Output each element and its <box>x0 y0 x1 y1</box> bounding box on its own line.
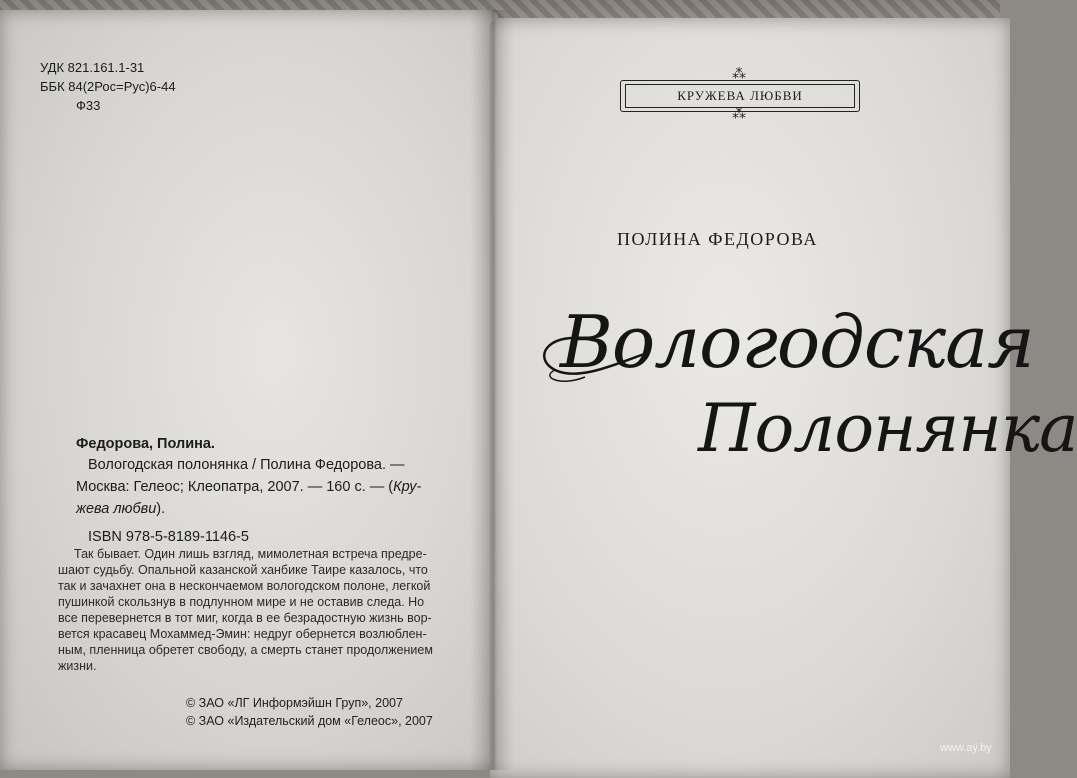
isbn: ISBN 978-5-8189-1146-5 <box>88 529 249 545</box>
copyright-block <box>186 694 433 730</box>
annotation-line: вется красавец Мохаммед-Эмин: недруг обернется возлюблен- <box>58 627 427 641</box>
classification-codes <box>40 58 176 115</box>
site-watermark: www.ay.by <box>940 742 992 754</box>
annotation-line: шают судьбу. Опальной казанской ханбике Таире казалось, что <box>58 563 428 577</box>
annotation-line: все перевернется в тот миг, когда в ее безрадостную жизнь вор- <box>58 611 432 625</box>
annotation-line: жизни. <box>58 659 97 673</box>
bib-series-line <box>76 501 165 517</box>
ornament-top-icon: ⁂ <box>732 67 746 82</box>
bib-title-line: Вологодская полонянка / Полина Федорова. — <box>88 457 405 473</box>
bib-author: Федорова, Полина. <box>76 436 215 452</box>
bib-series-part1: Кру- <box>393 479 422 495</box>
bib-publisher-text: Москва: Гелеос; Клеопатра, 2007. — 160 с. — ( <box>76 479 394 495</box>
author-mark-line: Ф33 <box>76 98 101 113</box>
copyright-line: © ЗАО «Издательский дом «Гелеос», 2007 <box>186 714 433 728</box>
annotation-line: так и зачахнет она в нескончаемом вологодском полоне, легкой <box>58 579 431 593</box>
annotation-line: ным, пленница обретет свободу, а смерть станет продолжением <box>58 643 433 657</box>
annotation-line: Так бывает. Один лишь взгляд, мимолетная встреча предре- <box>74 547 427 561</box>
annotation-line: пушинкой скользнув в подлунном мире и не оставив следа. Но <box>58 595 425 609</box>
bbk-line: ББК 84(2Рос=Рус)6-44 <box>40 79 176 94</box>
bib-series-end: ). <box>156 501 166 517</box>
bib-series-part2: жева любви <box>76 501 157 517</box>
bib-publisher-line <box>76 479 421 495</box>
show-through-author <box>282 233 289 256</box>
book-title-line2: Полонянка <box>698 390 1077 467</box>
ornament-bottom-icon: ⁂ <box>732 107 746 122</box>
udk-line: УДК 821.161.1-31 <box>40 60 145 75</box>
annotation <box>58 546 463 674</box>
series-label: КРУЖЕВА ЛЮБВИ <box>677 88 803 103</box>
book-title-line1: Вологодская <box>560 300 1034 384</box>
book-author: ПОЛИНА ФЕДОРОВА <box>617 229 818 249</box>
copyright-line: © ЗАО «ЛГ Информэйшн Груп», 2007 <box>186 696 403 710</box>
